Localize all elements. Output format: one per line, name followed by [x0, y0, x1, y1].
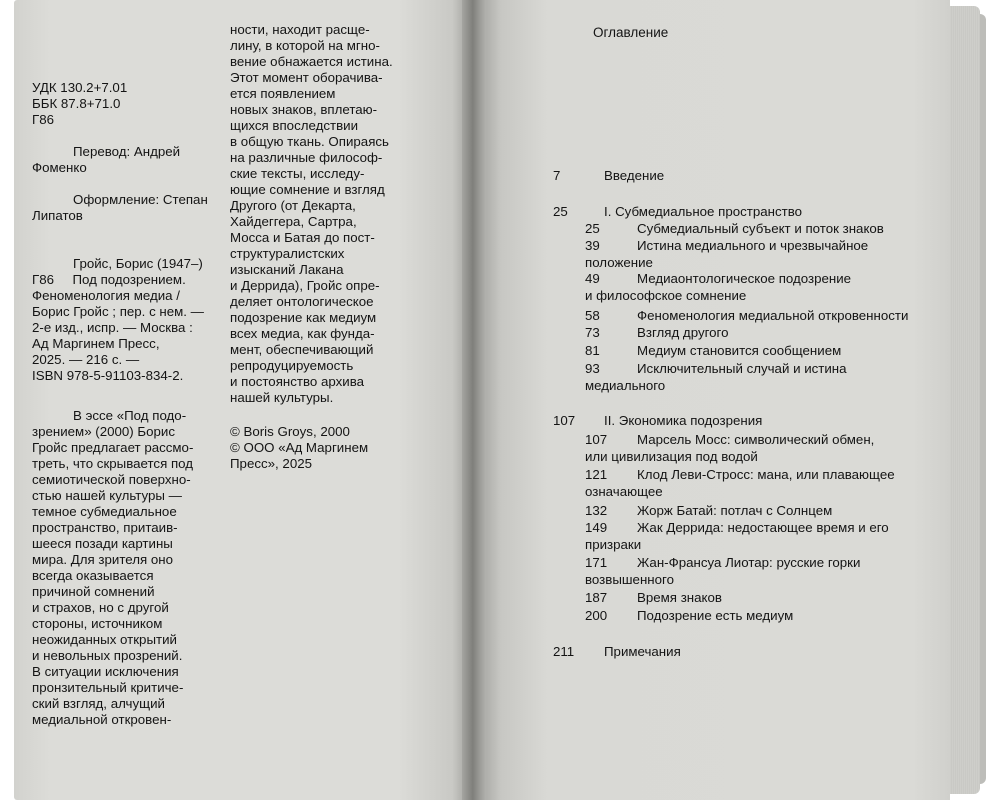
toc-page-number: 25 [553, 204, 568, 219]
toc-page-number: 7 [553, 168, 561, 183]
bib-line: Гройс, Борис (1947–) [73, 256, 203, 271]
annotation-line: и страхов, но с другой [32, 600, 169, 615]
translator-line-1: Перевод: Андрей [73, 144, 181, 159]
toc-entry-title: Медиаонтологическое подозрение [637, 271, 852, 286]
annotation-column-2 [230, 22, 393, 406]
annotation-line: структуралистских [230, 246, 345, 261]
toc-entry-title: Время знаков [637, 590, 722, 605]
annotation-line: всех медиа, как фунда- [230, 326, 375, 341]
toc-entry-continuation: призраки [585, 537, 642, 552]
annotation-line: зрением» (2000) Борис [32, 424, 176, 439]
toc-page-number: 200 [585, 608, 608, 623]
toc-page-number: 73 [585, 325, 600, 340]
toc-entry-continuation: возвышенного [585, 572, 674, 587]
toc-entry-title: Подозрение есть медиум [637, 608, 794, 623]
annotation-line: ющие сомнение и взгляд [230, 182, 385, 197]
annotation-line: ский взгляд, алчущий [32, 696, 165, 711]
annotation-line: Этот момент оборачива- [230, 70, 383, 85]
toc-entry-title: Введение [604, 168, 665, 183]
annotation-line: стороны, источником [32, 616, 163, 631]
annotation-line: мира. Для зрителя оно [32, 552, 174, 567]
designer-line-1: Оформление: Степан [73, 192, 208, 207]
annotation-line: мент, обеспечивающий [230, 342, 374, 357]
annotation-line: темное субмедиальное [32, 504, 177, 519]
toc-page-number: 211 [553, 644, 575, 659]
toc-page-number: 107 [585, 432, 608, 447]
bib-line: Борис Гройс ; пер. с нем. — [32, 304, 204, 319]
toc-entry-title: I. Субмедиальное пространство [604, 204, 803, 219]
toc-entry-title: Феноменология медиальной откровенности [637, 308, 909, 323]
toc-entry-title: Жан-Франсуа Лиотар: русские горки [637, 555, 861, 570]
annotation-line: Мосса и Батая до пост- [230, 230, 375, 245]
bib-line: 2-е изд., испр. — Москва : [32, 320, 193, 335]
page-stack-edge [950, 6, 980, 794]
toc-entry-title: Медиум становится сообщением [637, 343, 842, 358]
toc-page-number: 93 [585, 361, 600, 376]
toc-title: Оглавление [593, 25, 669, 40]
bib-line: 2025. — 216 с. — [32, 352, 140, 367]
toc-entry-continuation: или цивилизация под водой [585, 449, 758, 464]
annotation-line: неожиданных открытий [32, 632, 177, 647]
annotation-line: ется появлением [230, 86, 336, 101]
bib-line: ISBN 978-5-91103-834-2. [32, 368, 184, 383]
annotation-line: деляет онтологическое [230, 294, 374, 309]
toc-entry-title: II. Экономика подозрения [604, 413, 763, 428]
toc-entry-title: Примечания [604, 644, 681, 659]
annotation-line: репродуцируемость [230, 358, 354, 373]
toc-entry-title: Жорж Батай: потлач с Солнцем [637, 503, 833, 518]
toc-page-number: 121 [585, 467, 608, 482]
toc-entry-title: Клод Леви-Стросс: мана, или плавающее [637, 467, 895, 482]
toc-entry-title: Истина медиального и чрезвычайное [637, 238, 869, 253]
toc-page-number: 81 [585, 343, 600, 358]
bib-line: Ад Маргинем Пресс, [32, 336, 160, 351]
author-sign-line: Г86 [32, 112, 54, 127]
bbk-line: ББК 87.8+71.0 [32, 96, 121, 111]
annotation-line: Хайдеггера, Сартра, [230, 214, 357, 229]
annotation-line: медиальной откровен- [32, 712, 172, 727]
toc-page-number: 49 [585, 271, 600, 286]
annotation-line: и постоянство архива [230, 374, 365, 389]
toc-entry-title: Субмедиальный субъект и поток знаков [637, 221, 884, 236]
toc-entry-title: Исключительный случай и истина [637, 361, 847, 376]
annotation-line: вение обнажается истина. [230, 54, 393, 69]
copyright-line: © Boris Groys, 2000 [230, 424, 350, 439]
annotation-line: стью нашей культуры — [32, 488, 182, 503]
udk-line: УДК 130.2+7.01 [32, 80, 128, 95]
bib-line: Феноменология медиа / [32, 288, 180, 303]
annotation-line: новых знаков, вплетаю- [230, 102, 378, 117]
translator-line-2: Фоменко [32, 160, 87, 175]
annotation-line: щихся впоследствии [230, 118, 358, 133]
annotation-line: ские тексты, исследу- [230, 166, 365, 181]
annotation-line: причиной сомнений [32, 584, 155, 599]
annotation-line: семиотической поверхно- [32, 472, 191, 487]
toc-page-number: 39 [585, 238, 600, 253]
toc-entry-title: Марсель Мосс: символический обмен, [637, 432, 875, 447]
annotation-line: изысканий Лакана [230, 262, 344, 277]
copyright-line: © ООО «Ад Маргинем [230, 440, 369, 455]
annotation-line: Гройс предлагает рассмо- [32, 440, 194, 455]
toc-entry-continuation: положение [585, 255, 653, 270]
copyright-line: Пресс», 2025 [230, 456, 313, 471]
annotation-line: В эссе «Под подо- [73, 408, 187, 423]
book-gutter [462, 0, 486, 800]
toc-page-number: 132 [585, 503, 608, 518]
annotation-line: пространство, притаив- [32, 520, 178, 535]
toc-entry-continuation: медиального [585, 378, 666, 393]
annotation-line: треть, что скрывается под [32, 456, 194, 471]
toc-page-number: 149 [585, 520, 608, 535]
toc-page-number: 171 [585, 555, 608, 570]
annotation-column-2-block [230, 22, 393, 472]
toc-page-number: 107 [553, 413, 576, 428]
annotation-line: на различные философ- [230, 150, 383, 165]
annotation-line: нашей культуры. [230, 390, 334, 405]
annotation-line: шееся позади картины [32, 536, 173, 551]
toc-entry-title: Жак Деррида: недостающее время и его [637, 520, 889, 535]
toc-entry-continuation: означающее [585, 484, 663, 499]
toc-entry-title: Взгляд другого [637, 325, 729, 340]
toc-entry-continuation: и философское сомнение [585, 288, 747, 303]
right-page [482, 0, 950, 800]
toc-page-number: 25 [585, 221, 600, 236]
annotation-line: Другого (от Декарта, [230, 198, 356, 213]
annotation-column-1 [32, 408, 208, 728]
annotation-line: подозрение как медиум [230, 310, 377, 325]
imprint-block [32, 80, 208, 728]
annotation-line: лину, в которой на мгно- [230, 38, 380, 53]
annotation-line: В ситуации исключения [32, 664, 179, 679]
bib-line: Г86 Под подозрением. [32, 272, 186, 287]
annotation-line: и невольных прозрений. [32, 648, 183, 663]
annotation-line: в общую ткань. Опираясь [230, 134, 389, 149]
annotation-line: и Деррида), Гройс опре- [230, 278, 380, 293]
annotation-line: пронзительный критиче- [32, 680, 184, 695]
toc-page-number: 187 [585, 590, 608, 605]
annotation-line: всегда оказывается [32, 568, 154, 583]
designer-line-2: Липатов [32, 208, 83, 223]
annotation-line: ности, находит расще- [230, 22, 370, 37]
toc-page-number: 58 [585, 308, 600, 323]
